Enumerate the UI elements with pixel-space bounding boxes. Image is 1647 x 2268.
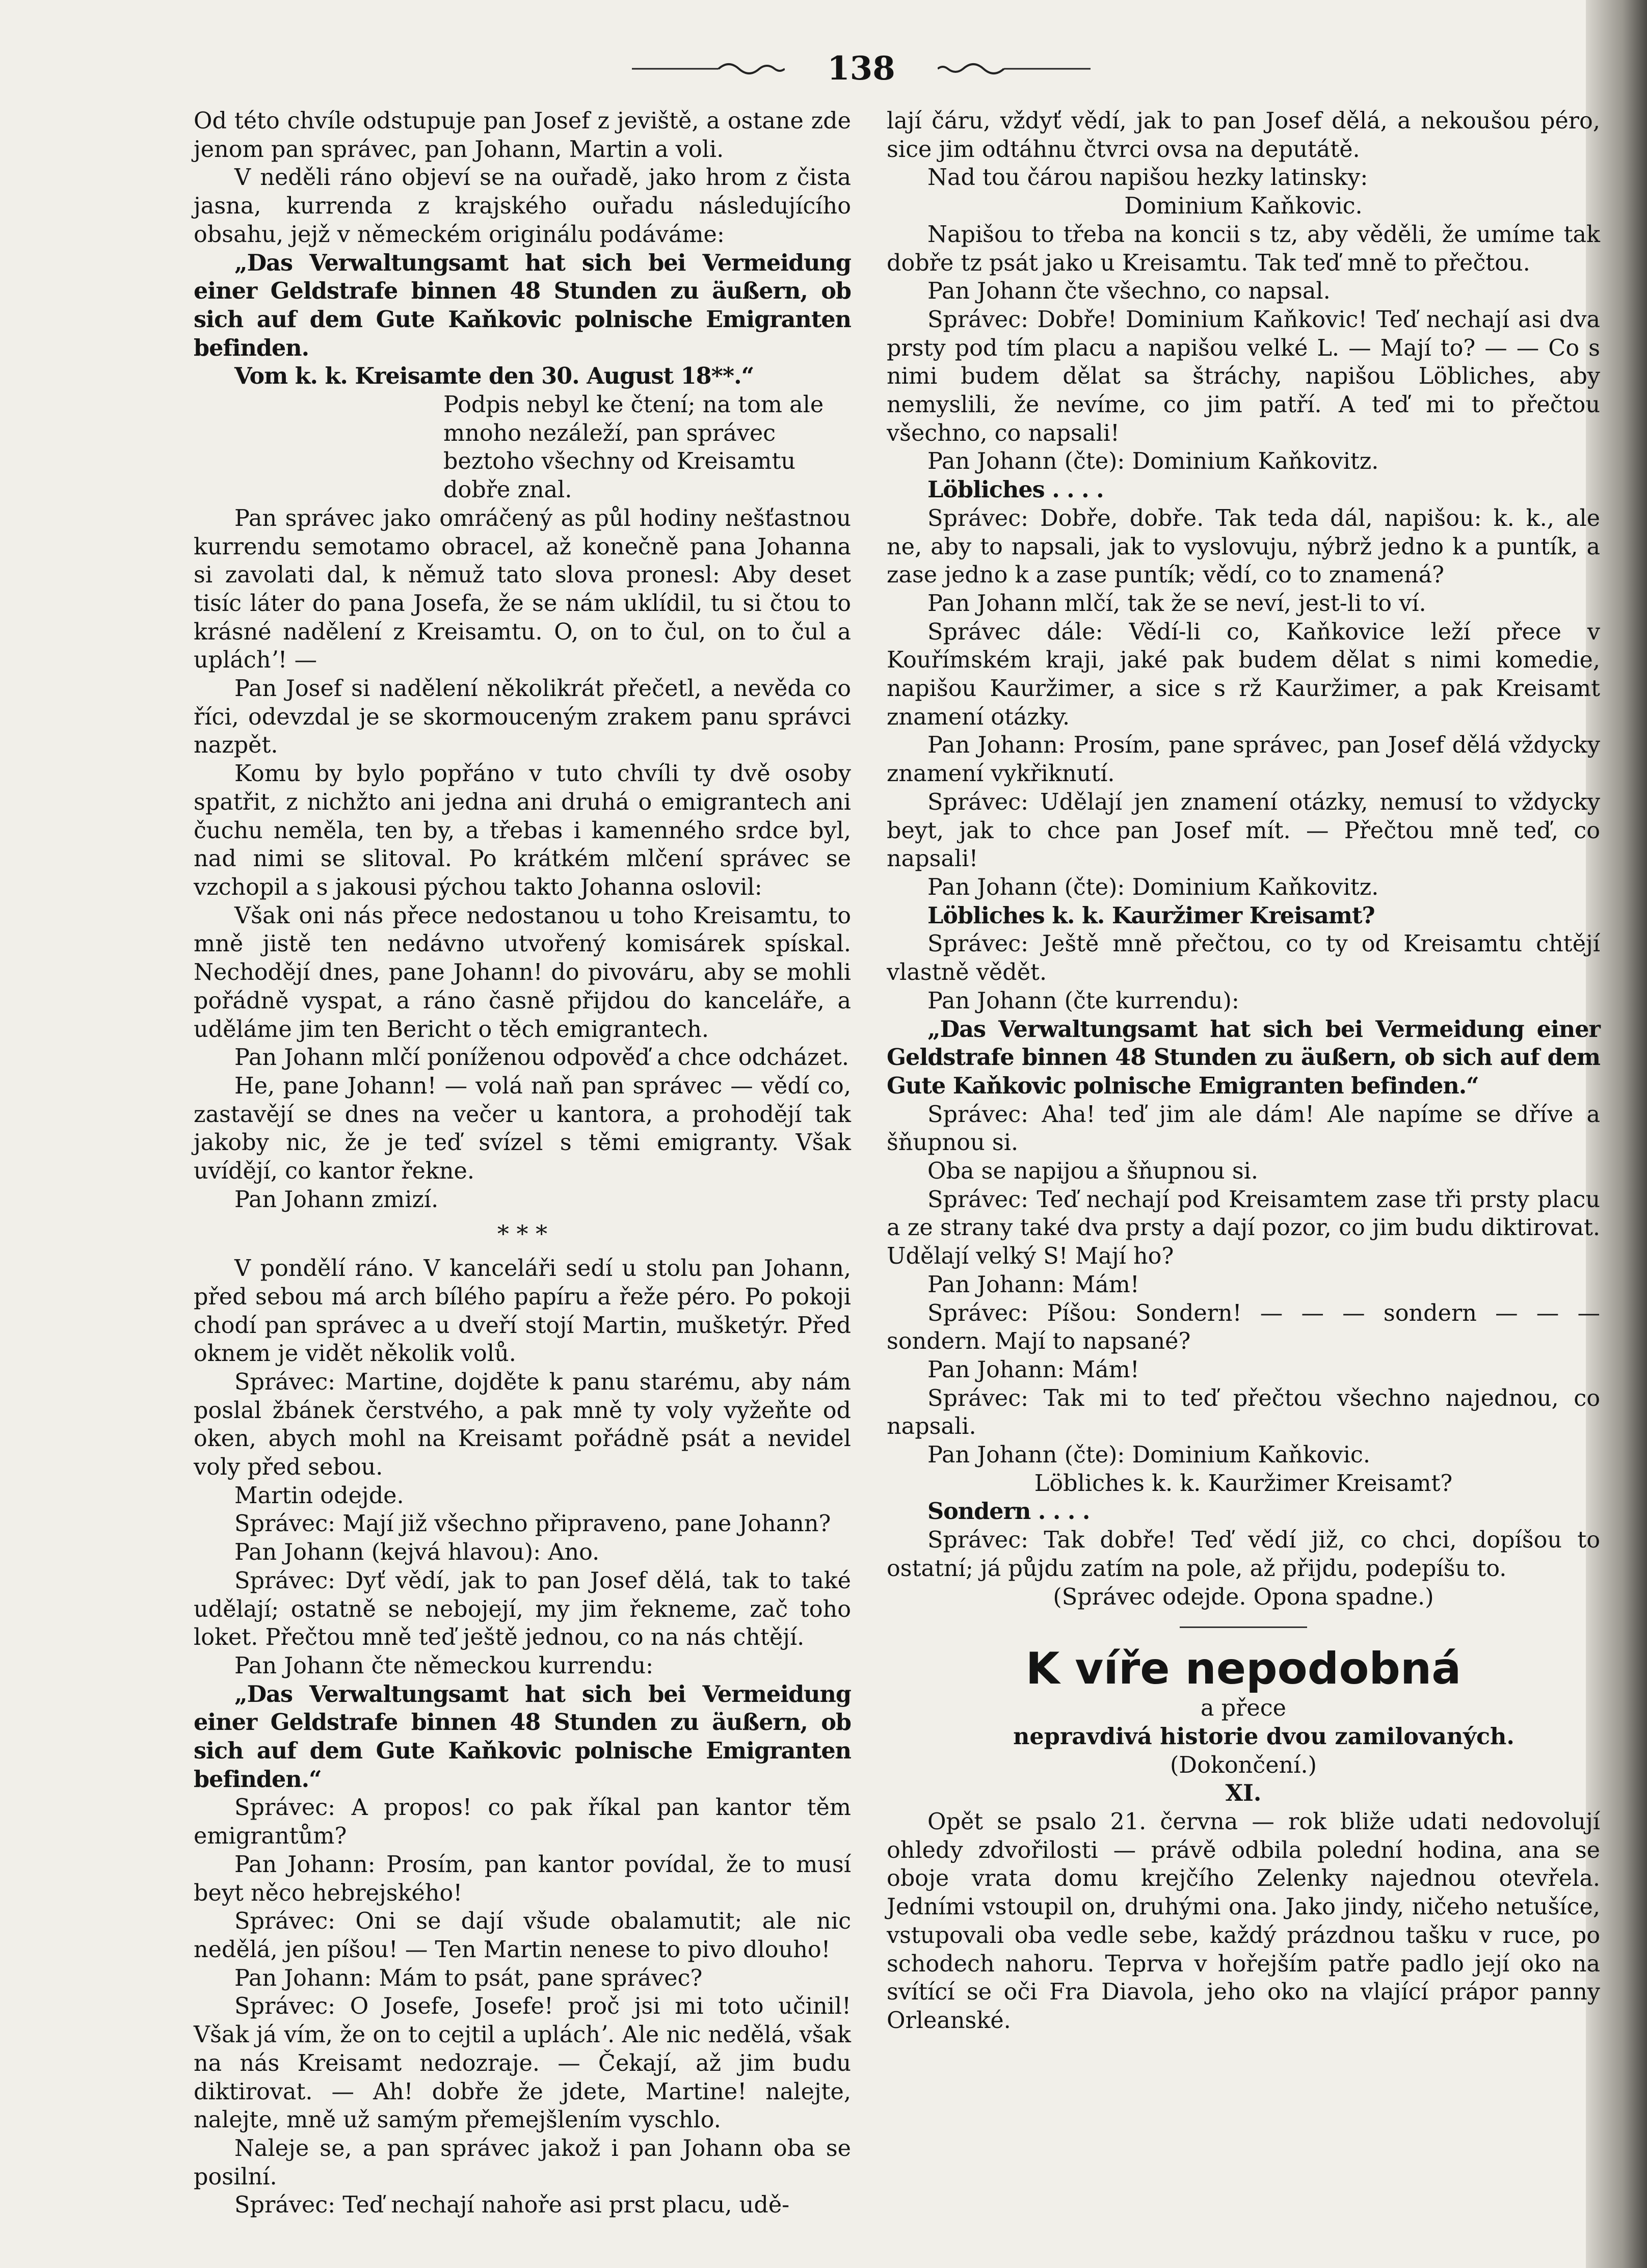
dialogue-line: Správec: Aha! teď jim ale dám! Ale napíme se dříve a šňupnou si. (887, 1101, 1600, 1156)
dialogue-line: Správec dále: Vědí-li co, Kaňkovice leží přece v Kouřímském kraji, jaké pak budem dělat s nimi komedie, napišou Kauržimer, a sice s rž Kauržimer, a pak Kreisamt znamení otázky. (887, 619, 1600, 730)
paragraph: Však oni nás přece nedostanou u toho Kreisamtu, to mně jistě ten nedávno utvořený komisárek spískal. Nechodějí dnes, pane Johann! do pivováru, aby se mohli pořádně vyspat, a ráno časně přijdou do kanceláře, a uděláme jim ten Bericht o těch emigrantech. (194, 902, 851, 1043)
dialogue-line: Napišou to třeba na koncii s tz, aby věděli, že umíme tak dobře tz psát jako u Kreisamtu. Tak teď mně to přečtou. (887, 221, 1600, 276)
dialogue-line: Správec: Dyť vědí, jak to pan Josef dělá, tak to také udělají; ostatně se nebojejí, my jim řekneme, zač toho loket. Přečtou mně teď ještě jednou, co na nás chtějí. (194, 1567, 851, 1651)
story-title: K víře nepodobná (1025, 1643, 1462, 1695)
dialogue-line: Správec: O Josefe, Josefe! proč jsi mi toto učinil! Však já vím, že on to cejtil a upláchʼ. Ale nic nedělá, však na nás Kreisamt nedozraje. — Čekají, až jim budu diktirovat. — Ah! dobře že jdete, Martine! nalejte, nalejte, mně už samým přemejšlením vyschlo. (194, 1993, 851, 2133)
dialogue-line: Pan Johann (kejvá hlavou): Ano. (234, 1539, 600, 1566)
dialogue-line: Správec: Tak mi to teď přečtou všechno najednou, co napsali. (887, 1385, 1600, 1440)
paragraph: V pondělí ráno. V kanceláři sedí u stolu pan Johann, před sebou má arch bílého papíru a řeže péro. Po pokoji chodí pan správec a u dveří stojí Martin, mušketýr. Před oknem je vidět několik volů. (194, 1256, 851, 1367)
signature-note: Podpis nebyl ke čtení; na tom ale mnoho nezáleží, pan správec beztoho všechny od Kreisamtu dobře znal. (443, 392, 824, 503)
dialogue-line: Správec: Mají již všechno připraveno, pane Johann? (234, 1511, 831, 1537)
german-quote: „Das Verwaltungsamt hat sich bei Vermeidung einer Geldstrafe binnen 48 Stunden zu äußern, ob sich auf dem Gute Kaňkovic polnische Emigranten befinden.“ (194, 1680, 851, 1793)
paragraph: Pan správec jako omráčený as půl hodiny nešťastnou kurrendu semotamo obracel, až konečně pana Johanna si zavolati dal, k němuž tato slova pronesl: Aby deset tisíc láter do pana Josefa, že se nám uklídil, tu si čtou to krásné nadělení z Kreisamtu. O, on to čul, on to čul a upláchʼ! — (194, 505, 851, 674)
dialogue-line: Pan Johann (čte): Dominium Kaňkovitz. (927, 874, 1379, 900)
dialogue-line: Správec: A propos! co pak říkal pan kantor těm emigrantům? (194, 1795, 851, 1850)
section-divider-stars: * * * (497, 1220, 548, 1248)
dialogue-line: Správec: Udělají jen znamení otázky, nemusí to vždycky beyt, jak to chce pan Josef mít. — Přečtou mně teď, co napsali! (887, 789, 1600, 872)
german-date-line: Vom k. k. Kreisamte den 30. August 18**.“ (234, 363, 754, 390)
dialogue-line: Pan Johann: Mám to psát, pane správec? (234, 1965, 703, 1991)
stage-direction: Pan Johann čte německou kurrendu: (234, 1652, 654, 1679)
dictated-line: Löbliches . . . . (927, 476, 1104, 503)
dialogue-line: Pan Johann (čte kurrendu): (927, 988, 1239, 1014)
dialogue-line: Správec: Tak dobře! Teď vědí již, co chci, dopíšou to ostatní; já půjdu zatím na pole, až přijdu, podepíšu to. (887, 1527, 1600, 1582)
story-status: (Dokončení.) (1170, 1752, 1317, 1778)
right-column (887, 107, 1600, 2035)
section-rule (1180, 1626, 1307, 1628)
left-ornament-icon (632, 61, 785, 76)
paragraph: He, pane Johann! — volá naň pan správec — vědí co, zastavějí se dnes na večer u kantora, a prohodějí tak jakoby nic, že je teď svízel s těmi emigranty. Však uvídějí, co kantor řekne. (194, 1073, 851, 1185)
dialogue-line: Správec: Ještě mně přečtou, co ty od Kreisamtu chtějí vlastně vědět. (887, 931, 1600, 986)
stage-direction: Martin odejde. (234, 1482, 404, 1509)
dialogue-line: Správec: Dobře, dobře. Tak teda dál, napišou: k. k., ale ne, aby to napsali, jak to vyslovuju, nýbrž jedno k a puntík, a zase jedno k a zase puntík; vědí, co to znamená? (887, 505, 1600, 589)
dialogue-line: Správec: Píšou: Sondern! — — — sondern — — — sondern. Mají to napsané? (887, 1300, 1600, 1355)
dialogue-line: Pan Johann: Mám! (927, 1356, 1139, 1383)
stage-direction: Pan Johann čte všechno, co napsal. (927, 278, 1331, 305)
page-header (632, 48, 1091, 89)
dialogue-line: Pan Johann: Mám! (927, 1271, 1139, 1298)
dictated-line: Löbliches k. k. Kauržimer Kreisamt? (1034, 1470, 1453, 1497)
stage-direction: (Správec odejde. Opona spadne.) (1053, 1584, 1434, 1610)
german-quote: „Das Verwaltungsamt hat sich bei Vermeidung einer Geldstrafe binnen 48 Stunden zu äußern, ob sich auf dem Gute Kaňkovic polnische Emigranten befinden.“ (887, 1016, 1600, 1099)
dialogue-line: Správec: Martine, dojděte k panu starému, aby nám poslal žbánek čerstvého, a pak mně ty voly vyžeňte od oken, abych mohl na Kreisamt pořádně psát a nevidel voly před sebou. (194, 1369, 851, 1481)
stage-direction: Oba se napijou a šňupnou si. (927, 1158, 1259, 1185)
story-paragraph: Opět se psalo 21. června — rok bliže udati nedovolují ohledy zdvořilosti — právě odbila polední hodina, ana se oboje vrata domu krejčího Zelenky najednou otevřela. Jedními vstoupil on, druhými ona. Jako jindy, ničeho netušíce, vstupovali oba vedle sebe, každý prázdnou tašku v ruce, po schodech nahoru. Teprva v hořejším patře padlo její oko na svítící se oči Fra Diavola, jeho oko na vlající prápor panny Orleanské. (887, 1809, 1600, 2034)
stage-direction: Pan Johann mlčí, tak že se neví, jest-li to ví. (927, 590, 1426, 617)
dialogue-line: Pan Johann: Prosím, pane správec, pan Josef dělá vždycky znamení vykřiknutí. (887, 732, 1600, 787)
dictated-line: Sondern . . . . (927, 1498, 1090, 1525)
paragraph: lají čáru, vždyť vědí, jak to pan Josef dělá, a nekoušou péro, sice jim odtáhnu čtvrci ovsa na deputátě. (887, 108, 1600, 163)
dialogue-line: Správec: Oni se dají všude obalamutit; ale nic nedělá, jen píšou! — Ten Martin nenese to pivo dlouho! (194, 1908, 851, 1963)
story-conjunction: a přece (1200, 1695, 1287, 1722)
dictated-line: Löbliches k. k. Kauržimer Kreisamt? (927, 902, 1375, 929)
paragraph: V neděli ráno objeví se na ouřadě, jako hrom z čista jasna, kurrenda z krajského ouřadu následujícího obsahu, jejž v německém originálu podáváme: (194, 165, 851, 248)
left-column (194, 107, 851, 2220)
dialogue-line: Pan Johann (čte): Dominium Kaňkovic. (927, 1442, 1370, 1469)
dictated-line: Dominium Kaňkovic. (1124, 193, 1363, 220)
dialogue-line: Nad tou čárou napišou hezky latinsky: (927, 165, 1368, 191)
paragraph: Komu by bylo popřáno v tuto chvíli ty dvě osoby spatřit, z nichžto ani jedna ani druhá o emigrantech ani čuchu neměla, ten by, a třebas i kamenného srdce byl, nad nimi se slitoval. Po krátkém mlčení správec se vzchopil a s jakousi pýchou takto Johanna oslovil: (194, 761, 851, 900)
dialogue-line: Pan Johann: Prosím, pan kantor povídal, že to musí beyt něco hebrejského! (194, 1851, 851, 1906)
dialogue-line: Správec: Teď nechají pod Kreisamtem zase tři prsty placu a ze strany také dva prsty a dají pozor, co jim budu diktirovat. Udělají velký S! Mají ho? (887, 1186, 1600, 1270)
right-ornament-icon (938, 61, 1091, 76)
stage-direction: Naleje se, a pan správec jakož i pan Johann oba se posilní. (194, 2135, 851, 2190)
paragraph: Pan Josef si nadělení několikrát přečetl, a nevěda co říci, odevzdal je se skormouceným zrakem panu správci nazpět. (194, 676, 851, 759)
paragraph: Pan Johann zmizí. (234, 1186, 439, 1213)
story-subtitle: nepravdivá historie dvou zamilovaných. (1013, 1723, 1515, 1750)
page-number: 138 (827, 49, 895, 88)
german-quote: „Das Verwaltungsamt hat sich bei Vermeidung einer Geldstrafe binnen 48 Stunden zu äußern, ob sich auf dem Gute Kaňkovic polnische Emigranten befinden. (194, 249, 851, 361)
dialogue-line: Správec: Teď nechají nahoře asi prst placu, udě- (234, 2192, 790, 2219)
paragraph: Pan Johann mlčí poníženou odpověď a chce odcházet. (234, 1045, 849, 1071)
dialogue-line: Správec: Dobře! Dominium Kaňkovic! Teď nechají asi dva prsty pod tím placu a napišou velké L. — Mají to? — — Co s nimi budem dělat sa štráchy, napišou Löbliches, aby nemyslili, že nevíme, co jim patří. A teď mi to přečtou všechno, co napsali! (887, 306, 1600, 446)
chapter-number: XI. (1225, 1780, 1262, 1807)
paragraph: Od této chvíle odstupuje pan Josef z jeviště, a ostane zde jenom pan správec, pan Johann, Martin a voli. (194, 108, 851, 163)
dialogue-line: Pan Johann (čte): Dominium Kaňkovitz. (927, 448, 1379, 475)
